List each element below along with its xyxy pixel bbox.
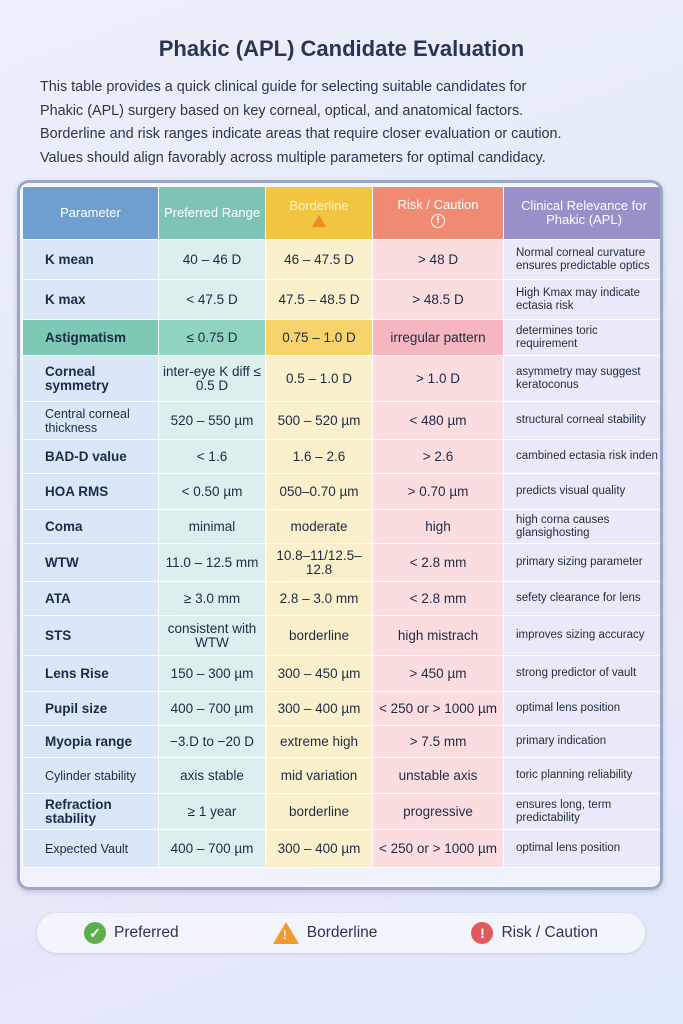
legend-preferred-label: Preferred [114, 924, 179, 941]
row-risk: > 48 D [373, 240, 504, 280]
row-borderline: 0.75 – 1.0 D [266, 320, 373, 356]
row-preferred: < 1.6 [159, 440, 266, 474]
header-preferred: Preferred Range [159, 187, 266, 240]
header-parameter: Parameter [23, 187, 159, 240]
row-preferred: 400 – 700 µm [159, 692, 266, 726]
legend-borderline-label: Borderline [306, 924, 378, 941]
table-row [23, 510, 664, 544]
table-row [23, 616, 664, 656]
row-borderline: borderline [266, 794, 373, 830]
row-relevance: improves sizing accuracy [504, 616, 664, 656]
row-risk: < 250 or > 1000 µm [373, 692, 504, 726]
row-borderline: 500 – 520 µm [266, 402, 373, 440]
row-relevance: high corna causes glansighosting [504, 510, 664, 544]
intro-text [40, 76, 660, 170]
row-preferred: axis stable [159, 758, 266, 794]
row-preferred: 400 – 700 µm [159, 830, 266, 868]
legend [37, 913, 645, 953]
row-preferred: 150 – 300 µm [159, 656, 266, 692]
header-borderline [266, 187, 373, 240]
check-icon: ✓ [84, 922, 106, 944]
row-relevance: cambined ectasia risk inden [504, 440, 664, 474]
row-parameter: STS [23, 616, 159, 656]
table-row [23, 726, 664, 758]
page-title: Phakic (APL) Candidate Evaluation [158, 36, 525, 61]
legend-risk [471, 922, 597, 944]
row-preferred: ≤ 0.75 D [159, 320, 266, 356]
row-risk: > 450 µm [373, 656, 504, 692]
header-relevance: Clinical Relevance for Phakic (APL) [504, 187, 664, 240]
row-parameter: ATA [23, 582, 159, 616]
row-borderline: 2.8 – 3.0 mm [266, 582, 373, 616]
row-borderline: extreme high [266, 726, 373, 758]
row-risk: < 250 or > 1000 µm [373, 830, 504, 868]
row-borderline: moderate [266, 510, 373, 544]
row-parameter: Pupil size [23, 692, 159, 726]
header-risk [373, 187, 504, 240]
intro-line: Phakic (APL) surgery based on key corneal, optical, and anatomical factors. [40, 102, 524, 119]
row-risk: high [373, 510, 504, 544]
alert-icon: ! [431, 214, 445, 228]
warning-icon: ! [273, 922, 299, 944]
table-row [23, 356, 664, 402]
row-relevance: Normal corneal curvature ensures predictable optics [504, 240, 664, 280]
row-relevance: asymmetry may suggest keratoconus [504, 356, 664, 402]
intro-line: This table provides a quick clinical guide for selecting suitable candidates for [40, 79, 527, 95]
row-risk: < 2.8 mm [373, 582, 504, 616]
row-relevance: ensures long, term predictability [504, 794, 664, 830]
table-row [23, 582, 664, 616]
row-parameter: Myopia range [23, 726, 159, 758]
row-parameter: Refraction stability [23, 794, 159, 830]
row-risk: > 7.5 mm [373, 726, 504, 758]
row-parameter: Lens Rise [23, 656, 159, 692]
row-borderline: mid variation [266, 758, 373, 794]
intro-line: Borderline and risk ranges indicate areas that require closer evaluation or caution. [40, 126, 562, 142]
row-relevance: determines toric requirement [504, 320, 664, 356]
table-row [23, 794, 664, 830]
header-risk-label: Risk / Caution [397, 197, 479, 212]
row-parameter: Expected Vault [23, 830, 159, 868]
table-body [23, 240, 664, 868]
row-parameter: K max [23, 280, 159, 320]
row-risk: irregular pattern [373, 320, 504, 356]
row-borderline: 300 – 400 µm [266, 692, 373, 726]
row-risk: < 2.8 mm [373, 544, 504, 582]
header-borderline-label: Borderline [289, 197, 349, 213]
row-parameter: BAD-D value [23, 440, 159, 474]
row-parameter: Coma [23, 510, 159, 544]
table-header-row [23, 187, 664, 240]
row-parameter: HOA RMS [23, 474, 159, 510]
evaluation-table [22, 186, 663, 868]
row-borderline: borderline [266, 616, 373, 656]
intro-line: Values should align favorably across multiple parameters for optimal candidacy. [40, 149, 546, 166]
row-risk: > 48.5 D [373, 280, 504, 320]
row-preferred: inter-eye K diff ≤ 0.5 D [159, 356, 266, 402]
row-borderline: 47.5 – 48.5 D [266, 280, 373, 320]
row-borderline: 1.6 – 2.6 [266, 440, 373, 474]
row-risk: unstable axis [373, 758, 504, 794]
row-relevance: structural corneal stability [504, 402, 664, 440]
table-row [23, 440, 664, 474]
row-risk: > 0.70 µm [373, 474, 504, 510]
warning-icon [312, 215, 326, 227]
table-row [23, 240, 664, 280]
row-parameter: WTW [23, 544, 159, 582]
row-borderline: 46 – 47.5 D [266, 240, 373, 280]
row-borderline: 10.8–11/12.5–12.8 [266, 544, 373, 582]
table-row [23, 656, 664, 692]
row-risk: < 480 µm [373, 402, 504, 440]
table-row [23, 544, 664, 582]
table-row [23, 758, 664, 794]
row-relevance: predicts visual quality [504, 474, 664, 510]
legend-borderline [273, 922, 378, 944]
row-relevance: High Kmax may indicate ectasia risk [504, 280, 664, 320]
row-preferred: 520 – 550 µm [159, 402, 266, 440]
row-parameter: Cylinder stability [23, 758, 159, 794]
row-relevance: strong predictor of vault [504, 656, 664, 692]
row-preferred: < 47.5 D [159, 280, 266, 320]
row-borderline: 0.5 – 1.0 D [266, 356, 373, 402]
row-risk: > 2.6 [373, 440, 504, 474]
row-borderline: 300 – 450 µm [266, 656, 373, 692]
evaluation-table-panel [17, 180, 663, 890]
row-parameter: Astigmatism [23, 320, 159, 356]
row-borderline: 050–0.70 µm [266, 474, 373, 510]
row-relevance: optimal lens position [504, 830, 664, 868]
row-preferred: −3.D to −20 D [159, 726, 266, 758]
row-parameter: Corneal symmetry [23, 356, 159, 402]
row-borderline: 300 – 400 µm [266, 830, 373, 868]
row-parameter: Central corneal thickness [23, 402, 159, 440]
row-preferred: < 0.50 µm [159, 474, 266, 510]
alert-icon: ! [471, 922, 493, 944]
row-relevance: primary sizing parameter [504, 544, 664, 582]
row-preferred: 11.0 – 12.5 mm [159, 544, 266, 582]
table-row [23, 402, 664, 440]
table-row [23, 280, 664, 320]
row-relevance: optimal lens position [504, 692, 664, 726]
table-row [23, 692, 664, 726]
legend-preferred [84, 922, 179, 944]
row-parameter: K mean [23, 240, 159, 280]
row-relevance: primary indication [504, 726, 664, 758]
row-risk: high mistrach [373, 616, 504, 656]
row-relevance: toric planning reliability [504, 758, 664, 794]
row-risk: progressive [373, 794, 504, 830]
legend-risk-label: Risk / Caution [501, 924, 598, 941]
row-preferred: consistent with WTW [159, 616, 266, 656]
table-row [23, 320, 664, 356]
row-preferred: minimal [159, 510, 266, 544]
row-risk: > 1.0 D [373, 356, 504, 402]
row-relevance: sefety clearance for lens [504, 582, 664, 616]
row-preferred: 40 – 46 D [159, 240, 266, 280]
table-row [23, 474, 664, 510]
row-preferred: ≥ 1 year [159, 794, 266, 830]
table-row [23, 830, 664, 868]
row-preferred: ≥ 3.0 mm [159, 582, 266, 616]
